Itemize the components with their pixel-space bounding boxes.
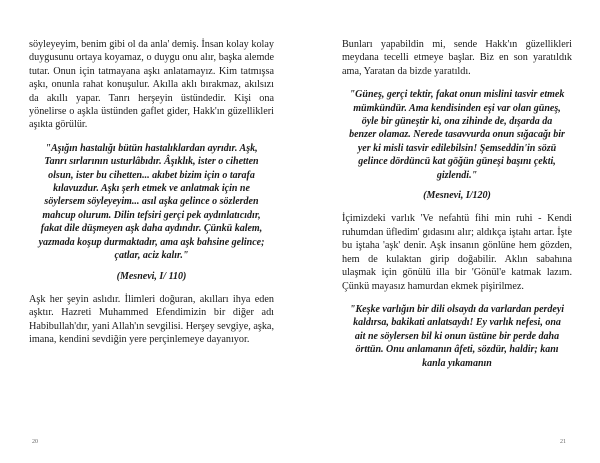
right-paragraph-2: İçimizdeki varlık 'Ve nefahtü fihi min ruhi - Kendi ruhumdan üfledim' gıdasını alır; aldıkça iştahı artar. İşte bu iştaha 'aşk' denir. Aşk insanın gönlüne hem gözden, hem de kulaktan girip doğabilir. Aklın sabahına ulaşmak için gönülü illa bir 'Gönül'e katmak lazım. Çünkü mayasız hamurdan ekmek pişirilmez. bbox=[342, 213, 572, 292]
left-citation: (Mesnevi, I/ 110) bbox=[116, 270, 187, 282]
right-quote-2: "Keşke varlığın bir dili olsaydı da varlardan perdeyi kaldırsa, bakikati anlatsaydı! Ey varlık nefesi, ona ait ne söylersen bil ki onun üstüne bir perde daha örttün. Onu anlamanın âfeti, sözdür, haldir; kanı kanla yıkamanın bbox=[349, 303, 565, 369]
right-page-number: 21 bbox=[560, 439, 566, 445]
right-quote-1: "Güneş, gerçi tektir, fakat onun mislini tasvir etmek mümkündür. Ama kendisinden eşi var olan güneş, öyle bir güneştir ki, ona zihinde de, dışarda da benzer olamaz. Nerede tasavvurda onun sığacağı bir yer ki misli tasvir edilebilsin! Şemseddin'in sözü gelince dördüncü kat göğün güneşi başını çekti, gizlendi." bbox=[349, 89, 565, 181]
left-quote: "Aşığın hastalığı bütün hastalıklardan ayrıdır. Aşk, Tanrı sırlarının usturlâbıdır. Âşıklık, ister o cihetten olsun, ister bu cihetten... akıbet bizim için o tarafa kılavuzdur. Aşkı şerh etmek ve anlatmak için ne söylersem söyleyeyim... asıl aşka gelince o sözlerden mahcup olurum. Dilin tefsiri gerçi pek aydınlatıcıdır, fakat dile düşmeyen aşk daha aydındır. Çünkü kalem, yazmada koşup durmaktadır, ama aşk bahsine gelince; çatlar, aciz kalır." bbox=[38, 142, 265, 262]
right-page bbox=[300, 0, 600, 463]
right-column bbox=[342, 38, 572, 370]
left-column bbox=[29, 38, 274, 347]
right-citation-1: (Mesnevi, I/120) bbox=[423, 190, 491, 202]
right-paragraph-1: Bunları yapabildin mi, sende Hakk'ın güzellikleri meydana tecelli etmeye başlar. Biz en son yaratıldık ama, Yaratan da bizde yaratıldı. bbox=[342, 39, 572, 77]
left-page-number: 20 bbox=[32, 439, 38, 445]
left-paragraph-2: Aşk her şeyin aslıdır. İlimleri doğuran, akılları ihya eden aşktır. Hazreti Muhammed Efendimizin bir diğer adı Habibullah'dır, yani Allah'ın sevgilisi. Herşey sevgiye, aşka, imana, kendini sevdiğin yere perçinlemeye dayanıyor. bbox=[29, 293, 274, 346]
left-paragraph-1: söyleyeyim, benim gibi ol da anla' demiş. İnsan kolay kolay duygusunu ortaya koyamaz, o duygu onu alır, başka alemde tutar. Onun için tatmayana aşkı anlatamayız. Kim tatmışsa aşkı, onunla rahat konuşulur. Akılla aklı bırakmaz, akılsızı da akıllı yapar. Tanrı herşeyin üstündedir. Kişi ona yönelirse o aşkla üstünden gaflet gider, Hakk'ın güzellikleri aşıkta görülür. bbox=[29, 39, 274, 131]
